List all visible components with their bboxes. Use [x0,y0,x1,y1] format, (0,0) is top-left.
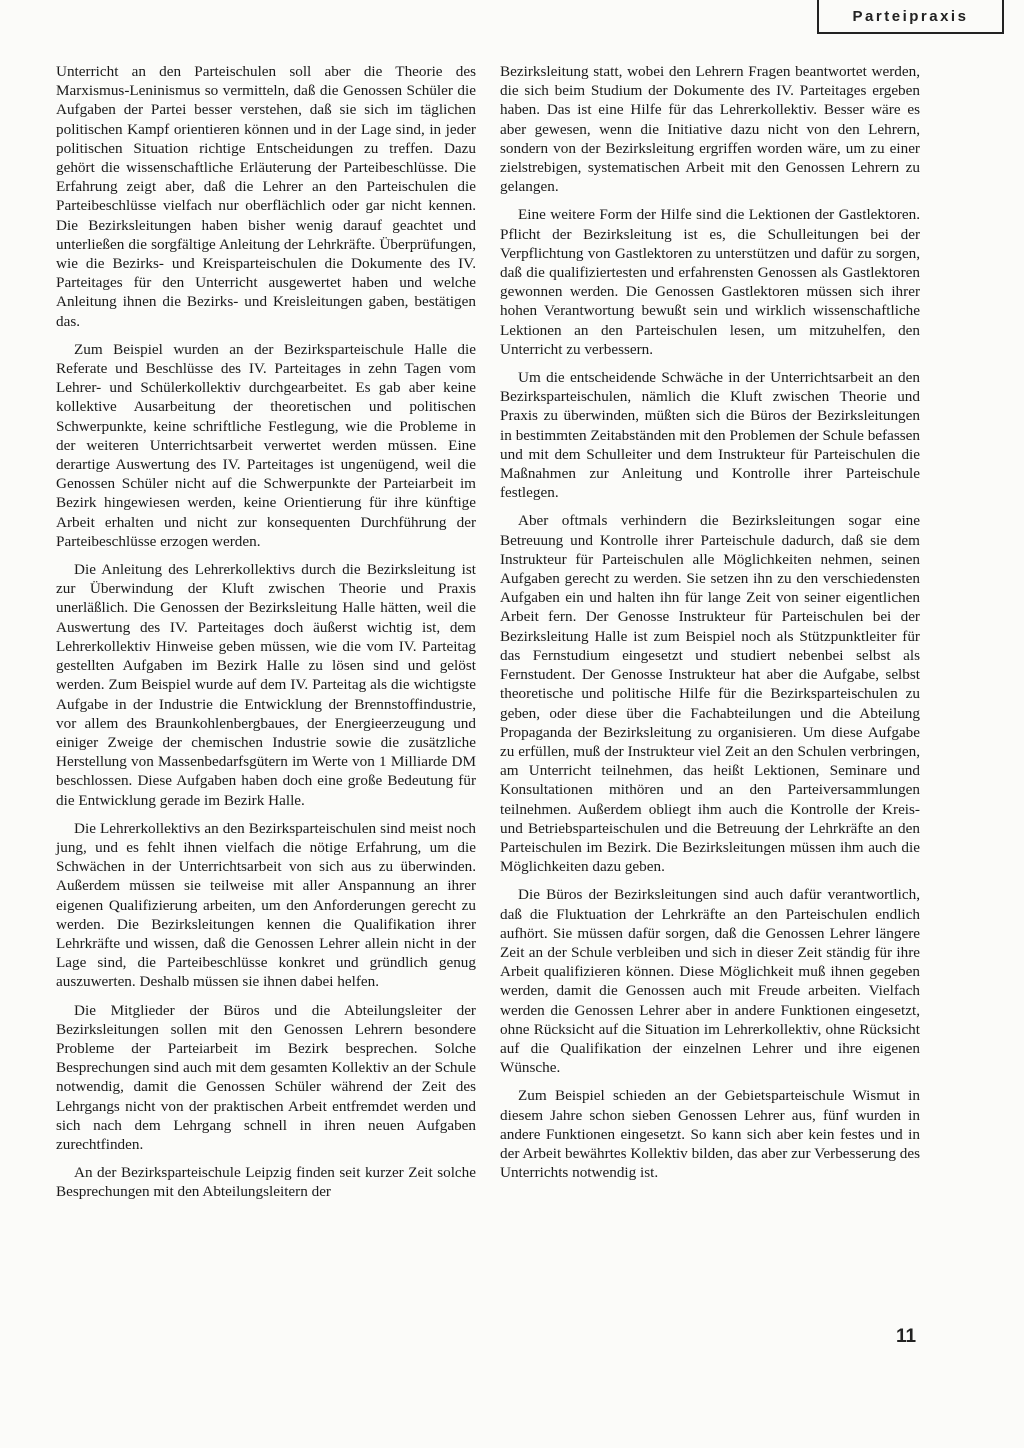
paragraph: Aber oftmals verhindern die Bezirksleitungen sogar eine Betreuung und Kontrolle ihrer Parteischule dadurch, daß sie dem Instrukteur für Parteischulen alle Möglichkeiten nehmen, seinen Aufgaben gerecht zu werden. Sie setzen ihn zu den verschiedensten Aufgaben ein und halten ihn für lange Zeit von seiner eigentlichen Arbeit fern. Der Genosse Instrukteur für Parteischulen bei der Bezirksleitung Halle ist zum Beispiel noch als Stützpunktleiter für das Fernstudium eingesetzt und studiert nebenbei selbst als Fernstudent. Der Genosse Instrukteur hat aber die Aufgabe, selbst theoretische und politische Hilfe für die Bezirksparteischulen zu geben, oder diese über die Fachabteilungen und die Abteilung Propaganda der Bezirksleitung zu organisieren. Um diese Aufgabe zu erfüllen, muß der Instrukteur viel Zeit an den Schulen verbringen, am Unterricht teilnehmen, das heißt Lektionen, Seminare und Konsultationen mithören und an den Parteiversammlungen teilnehmen. Außerdem obliegt ihm auch die Kontrolle der Kreis- und Betriebsparteischulen und die Betreuung der Lehrkräfte an den Parteischulen im Bezirk. Die Bezirksleitungen müssen ihm auch die Möglichkeiten dazu geben. [500,512,920,876]
left-text-column [56,62,476,1211]
paragraph: Die Büros der Bezirksleitungen sind auch dafür verantwortlich, daß die Fluktuation der Lehrkräfte an den Parteischulen endlich aufhört. Sie müssen dafür sorgen, daß die Genossen Lehrer längere Zeit an der Schule verbleiben und sich in dieser Zeit ständig für ihre Arbeit qualifizieren können. Diese Möglichkeit muß ihnen gegeben werden, damit die Genossen auch mit Freude arbeiten. Vielfach werden die Genossen Lehrer aber in andere Funktionen eingesetzt, ohne Rücksicht auf die Situation im Lehrerkollektiv, ohne Rücksicht auf die Qualifikation der einzelnen Lehrer und ihre eigenen Wünsche. [500,886,920,1077]
paragraph: Um die entscheidende Schwäche in der Unterrichtsarbeit an den Bezirksparteischulen, nämlich die Kluft zwischen Theorie und Praxis zu überwinden, müßten sich die Büros der Bezirksleitungen in bestimmten Zeitabständen mit den Problemen der Schule befassen und mit dem Schulleiter und dem Instrukteur für Parteischulen die Maßnahmen zur Anleitung und Kontrolle ihrer Parteischule festlegen. [500,369,920,502]
section-header-label: Parteipraxis [817,0,1004,34]
paragraph: Bezirksleitung statt, wobei den Lehrern Fragen beantwortet werden, die sich beim Studium der Dokumente des IV. Parteitages ergeben haben. Das ist eine Hilfe für das Lehrerkollektiv. Besser wäre es aber gewesen, wenn die Initiative dazu nicht von den Lehrern, sondern von der Bezirksleitung ergriffen worden wäre, um zu einer zielstrebigen, systematischen Arbeit mit den Genossen Lehrern zu gelangen. [500,63,920,196]
paragraph: Zum Beispiel wurden an der Bezirksparteischule Halle die Referate und Beschlüsse des IV. Parteitages in zehn Tagen vom Lehrer- und Schülerkollektiv durchgearbeitet. Es gab aber keine kollektive Ausarbeitung der theoretischen und politischen Schwerpunkte, keine schriftliche Festlegung, wie die Probleme in der weiteren Unterrichtsarbeit verwertet werden müssen. Eine derartige Auswertung des IV. Parteitages ist ungenügend, weil die Genossen Schüler nicht auf die Schwerpunkte der Parteiarbeit im Bezirk hingewiesen werden, keine Orientierung für ihre künftige Arbeit erhalten und nicht zur konsequenten Durchführung der Parteibeschlüsse erzogen werden. [56,340,476,550]
page-number: 11 [896,1326,917,1347]
right-text-column [500,62,920,1191]
paragraph: Eine weitere Form der Hilfe sind die Lektionen der Gastlektoren. Pflicht der Bezirksleitung ist es, die Schulleitungen bei der Verpflichtung von Gastlektoren zu unterstützen und dafür zu sorgen, daß die qualifiziertesten und erfahrensten Genossen als Gastlektoren gewonnen werden. Die Genossen Gastlektoren müssen sich ihrer hohen Verantwortung bewußt sein und wirklich wissenschaftliche Lektionen an den Parteischulen lesen, um mitzuhelfen, den Unterricht zu verbessern. [500,206,920,358]
paragraph: Die Lehrerkollektivs an den Bezirksparteischulen sind meist noch jung, und es fehlt ihnen vielfach die nötige Erfahrung, um die Schwächen in der Unterrichtsarbeit von sich aus zu überwinden. Außerdem müssen sie teilweise mit aller Anspannung an ihrer eigenen Qualifizierung arbeiten, um den Anforderungen gerecht zu werden. Die Bezirksleitungen kennen die Qualifikation ihrer Lehrkräfte und wissen, daß die Genossen Lehrer allein nicht in der Lage sind, die Parteibeschlüsse konkret und gründlich genug auszuwerten. Deshalb müssen sie ihnen dabei helfen. [56,819,476,991]
paragraph: Die Anleitung des Lehrerkollektivs durch die Bezirksleitung ist zur Überwindung der Kluft zwischen Theorie und Praxis unerläßlich. Die Genossen der Bezirksleitung Halle hätten, weil die Auswertung des IV. Parteitages doch äußerst wichtig ist, dem Lehrerkollektiv Hinweise geben müssen, wie die vom IV. Parteitag gestellten Aufgaben im Bezirk Halle zu lösen sind und gelöst werden. Zum Beispiel wurde auf dem IV. Parteitag als die wichtigste Aufgabe in der Industrie die Entwicklung der Brennstoffindustrie, vor allem des Braunkohlenbergbaues, der Energieerzeugung und einiger Zweige der chemischen Industrie sowie die zusätzliche Herstellung von Massenbedarfsgütern im Werte von 1 Milliarde DM beschlossen. Diese Aufgaben haben doch eine große Bedeutung für die Entwicklung gerade im Bezirk Halle. [56,561,476,809]
paragraph: Zum Beispiel schieden an der Gebietsparteischule Wismut in diesem Jahre schon sieben Genossen Lehrer aus, fünf wurden in andere Funktionen eingesetzt. So kann sich aber kein festes und in der Arbeit bewährtes Kollektiv bilden, das aber zur Verbesserung des Unterrichts notwendig ist. [500,1087,920,1182]
paragraph: Unterricht an den Parteischulen soll aber die Theorie des Marxismus-Leninismus so vermitteln, daß die Genossen Schüler die Aufgaben der Partei besser verstehen, daß sie sich im täglichen politischen Kampf orientieren können und in der Lage sind, in jeder politischen Situation richtige Entscheidungen zu treffen. Dazu gehört die wissenschaftliche Erläuterung der Parteibeschlüsse. Die Erfahrung zeigt aber, daß die Lehrer an den Parteischulen die Parteibeschlüsse vielfach nur oberflächlich oder gar nicht kennen. Die Bezirksleitungen haben bisher wenig darauf geachtet und unterließen die sorgfältige Anleitung der Lehrkräfte. Überprüfungen, wie die Bezirks- und Kreisparteischulen die Dokumente des IV. Parteitages für den Unterricht ausgewertet haben und welche Anleitung ihnen die Bezirks- und Kreisleitungen gaben, bestätigen das. [56,63,476,330]
paragraph: Die Mitglieder der Büros und die Abteilungsleiter der Bezirksleitungen sollen mit den Genossen Lehrern besondere Probleme der Parteiarbeit im Bezirk besprechen. Solche Besprechungen sind auch mit dem gesamten Kollektiv an der Schule notwendig, damit die Genossen Schüler während der Zeit des Lehrgangs nicht von der praktischen Arbeit entfremdet werden und sich nach dem Lehrgang schnell in ihren neuen Aufgaben zurechtfinden. [56,1001,476,1153]
paragraph: An der Bezirksparteischule Leipzig finden seit kurzer Zeit solche Besprechungen mit den Abteilungsleitern der [56,1164,476,1201]
